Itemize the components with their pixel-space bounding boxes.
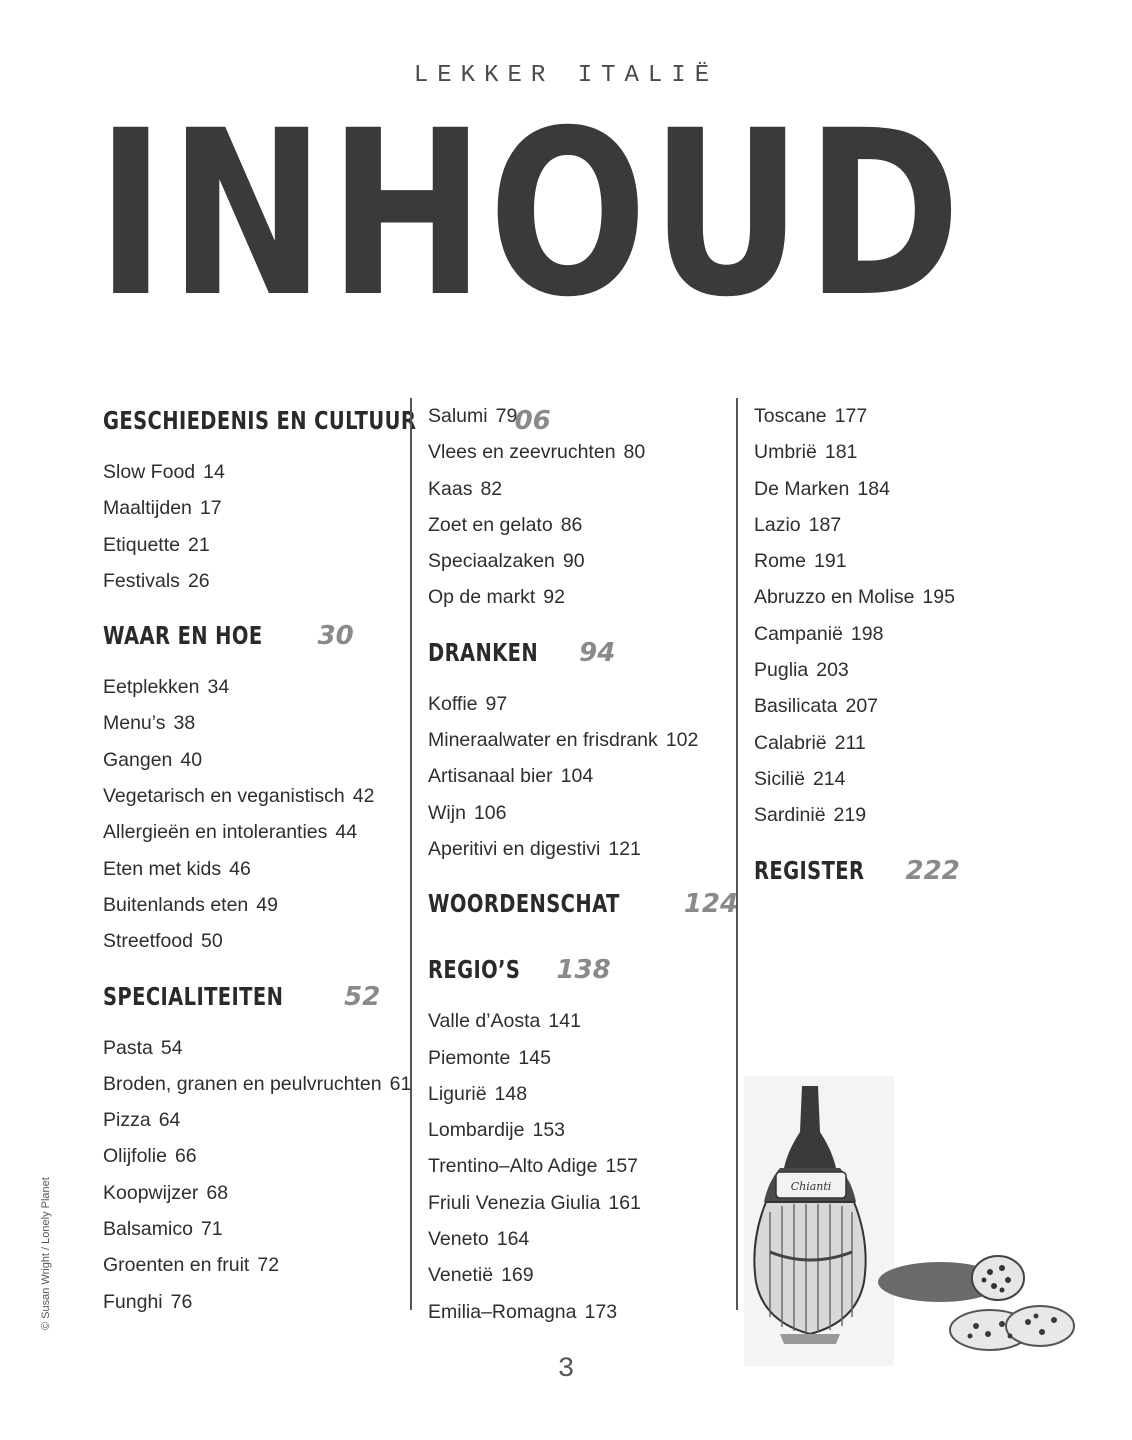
- toc-entry-label: Menu’s: [103, 712, 166, 735]
- toc-entry-label: Slow Food: [103, 461, 196, 483]
- toc-entry-label: Trentino–Alto Adige: [428, 1155, 598, 1178]
- toc-entry-page: 21: [187, 533, 210, 556]
- toc-entry-label: Campanië: [754, 622, 843, 645]
- section-title: WAAR EN HOE: [103, 621, 263, 651]
- toc-entry-page: 86: [560, 513, 583, 536]
- toc-entry-label: Ligurië: [428, 1082, 487, 1105]
- toc-entry-page: 145: [518, 1046, 551, 1069]
- toc-entry[interactable]: [103, 490, 413, 526]
- toc-entry[interactable]: [428, 686, 738, 722]
- toc-entry[interactable]: [103, 454, 413, 490]
- toc-list: [428, 398, 738, 616]
- toc-entry-page: 177: [834, 405, 868, 427]
- toc-entry-page: 191: [814, 550, 847, 573]
- toc-entry[interactable]: [428, 1040, 738, 1076]
- toc-entry[interactable]: [428, 398, 738, 434]
- toc-entry[interactable]: [754, 616, 1064, 652]
- toc-entry-page: 68: [206, 1181, 229, 1204]
- toc-entry-page: 121: [608, 837, 641, 860]
- toc-entry-page: 14: [203, 461, 225, 483]
- toc-entry-label: Allergieën en intoleranties: [103, 821, 328, 844]
- page-number: 3: [557, 1354, 575, 1385]
- toc-entry-page: 148: [494, 1082, 528, 1105]
- section-title: SPECIALITEITEN: [103, 981, 284, 1011]
- toc-entry-label: Broden, granen en peulvruchten: [103, 1072, 382, 1095]
- toc-entry-label: Kaas: [428, 477, 473, 500]
- toc-entry[interactable]: [428, 543, 738, 579]
- toc-entry-page: 34: [207, 676, 230, 699]
- toc-entry-label: Toscane: [754, 405, 827, 427]
- toc-entry-label: Speciaalzaken: [428, 550, 555, 573]
- toc-entry-page: 187: [808, 513, 842, 536]
- toc-entry-page: 72: [257, 1254, 280, 1277]
- toc-entry-page: 40: [180, 748, 203, 771]
- toc-entry-page: 46: [229, 857, 251, 880]
- toc-entry-page: 61: [389, 1072, 412, 1095]
- toc-entry-page: 79: [495, 405, 518, 427]
- toc-entry-label: Funghi: [103, 1290, 163, 1313]
- toc-entry[interactable]: [754, 688, 1064, 724]
- toc-entry-page: 49: [256, 893, 278, 916]
- toc-entry[interactable]: [754, 761, 1064, 797]
- toc-entry-label: Gangen: [103, 748, 173, 771]
- toc-entry[interactable]: [754, 652, 1064, 688]
- section-heading[interactable]: [428, 955, 738, 999]
- toc-entry-label: Vlees en zeevruchten: [428, 441, 616, 464]
- toc-entry-label: Emilia–Romagna: [428, 1300, 577, 1323]
- toc-entry[interactable]: [103, 887, 413, 923]
- toc-entry-page: 104: [560, 765, 594, 788]
- toc-entry[interactable]: [428, 507, 738, 543]
- section-title: REGIO’S: [428, 955, 521, 985]
- toc-entry[interactable]: [428, 1185, 738, 1221]
- toc-entry-label: Koffie: [428, 692, 478, 715]
- toc-entry[interactable]: [754, 398, 1064, 434]
- toc-entry-page: 198: [850, 622, 884, 645]
- toc-entry[interactable]: [103, 1030, 413, 1066]
- toc-entry-label: Buitenlands eten: [103, 893, 249, 916]
- toc-section: [754, 856, 1064, 900]
- toc-entry-page: 92: [543, 586, 565, 609]
- toc-entry-page: 38: [173, 712, 196, 735]
- section-page-number: 52: [344, 981, 381, 1012]
- toc-entry-page: 66: [174, 1145, 197, 1168]
- toc-entry[interactable]: [428, 795, 738, 831]
- toc-list: [754, 398, 1064, 834]
- toc-entry-page: 153: [532, 1119, 566, 1142]
- section-heading[interactable]: [428, 889, 738, 933]
- toc-entry[interactable]: [754, 434, 1064, 470]
- toc-entry-page: 106: [473, 801, 507, 824]
- toc-entry-label: Koopwijzer: [103, 1181, 199, 1204]
- toc-entry[interactable]: [103, 778, 413, 814]
- section-title: WOORDENSCHAT: [428, 889, 620, 919]
- toc-entry-page: 219: [833, 804, 867, 827]
- toc-entry[interactable]: [103, 527, 413, 563]
- toc-entry-page: 44: [335, 821, 358, 844]
- toc-entry-page: 90: [562, 550, 585, 573]
- toc-entry-label: Calabrië: [754, 731, 827, 754]
- toc-entry-label: Veneto: [428, 1228, 489, 1251]
- toc-entry-label: De Marken: [754, 477, 850, 500]
- toc-entry-label: Sicilië: [754, 767, 805, 790]
- toc-entry-page: 214: [812, 767, 846, 790]
- toc-entry[interactable]: [754, 471, 1064, 507]
- toc-entry-page: 164: [496, 1228, 530, 1251]
- toc-entry-label: Lazio: [754, 513, 801, 536]
- toc-entry[interactable]: [754, 507, 1064, 543]
- toc-entry-label: Eetplekken: [103, 676, 200, 699]
- toc-entry-page: 157: [605, 1155, 639, 1178]
- running-header: LEKKER ITALIË: [413, 62, 719, 89]
- toc-entry[interactable]: [103, 1175, 413, 1211]
- toc-entry-page: 184: [857, 477, 890, 500]
- toc-entry-label: Balsamico: [103, 1218, 193, 1241]
- section-title: DRANKEN: [428, 637, 539, 667]
- toc-entry-page: 80: [623, 441, 646, 464]
- toc-entry-label: Aperitivi en digestivi: [428, 837, 601, 860]
- toc-entry-label: Zoet en gelato: [428, 513, 553, 536]
- section-heading[interactable]: [103, 621, 413, 665]
- toc-entry-label: Mineraalwater en frisdrank: [428, 729, 658, 752]
- toc-entry-label: Abruzzo en Molise: [754, 586, 915, 609]
- toc-entry[interactable]: [103, 669, 413, 705]
- toc-entry-label: Salumi: [428, 405, 488, 427]
- toc-entry[interactable]: [428, 1221, 738, 1257]
- toc-entry-page: 169: [501, 1264, 534, 1287]
- toc-entry[interactable]: [103, 1138, 413, 1174]
- toc-entry-page: 97: [485, 692, 508, 715]
- section-page-number: 124: [683, 889, 739, 920]
- toc-entry-label: Festivals: [103, 569, 180, 592]
- toc-entry[interactable]: [428, 1003, 738, 1039]
- toc-entry-page: 76: [170, 1290, 193, 1313]
- toc-entry-page: 17: [199, 497, 222, 520]
- toc-entry[interactable]: [103, 1102, 413, 1138]
- toc-entry-page: 42: [352, 785, 375, 808]
- toc-entry-label: Vegetarisch en veganistisch: [103, 785, 345, 808]
- toc-entry[interactable]: [103, 563, 413, 599]
- toc-entry[interactable]: [428, 831, 738, 867]
- toc-entry-label: Etiquette: [103, 533, 180, 556]
- toc-entry[interactable]: [428, 1294, 738, 1330]
- toc-entry-page: 102: [665, 729, 699, 752]
- toc-entry-label: Venetië: [428, 1264, 494, 1287]
- toc-entry[interactable]: [428, 1257, 738, 1293]
- toc-entry[interactable]: [428, 579, 738, 615]
- toc-section: [103, 621, 413, 959]
- toc-entry-label: Lombardije: [428, 1119, 525, 1142]
- toc-entry[interactable]: [103, 814, 413, 850]
- toc-column-2: [410, 398, 739, 1323]
- chianti-bottle-and-salami-illustration: [740, 1072, 1100, 1372]
- toc-entry-page: 64: [158, 1109, 181, 1132]
- toc-entry-label: Pasta: [103, 1036, 153, 1059]
- toc-entry-label: Puglia: [754, 659, 809, 682]
- toc-section: [428, 955, 738, 1330]
- toc-entry-page: 195: [922, 586, 955, 609]
- section-page-number: 94: [579, 637, 616, 668]
- section-heading[interactable]: [754, 856, 1064, 900]
- toc-entry[interactable]: [428, 471, 738, 507]
- toc-entry[interactable]: [428, 1148, 738, 1184]
- toc-section: [428, 638, 738, 867]
- section-title: REGISTER: [754, 855, 865, 885]
- toc-entry-page: 50: [200, 930, 223, 953]
- toc-entry-page: 181: [824, 441, 858, 464]
- toc-entry-page: 71: [200, 1218, 223, 1241]
- toc-entry[interactable]: [428, 1112, 738, 1148]
- toc-entry[interactable]: [754, 543, 1064, 579]
- toc-entry-label: Valle d’Aosta: [428, 1010, 541, 1033]
- toc-entry-label: Friuli Venezia Giulia: [428, 1191, 601, 1214]
- toc-entry[interactable]: [103, 742, 413, 778]
- toc-entry-label: Umbrië: [754, 441, 817, 464]
- toc-entry-page: 141: [548, 1010, 581, 1033]
- toc-entry[interactable]: [754, 579, 1064, 615]
- toc-entry-label: Piemonte: [428, 1046, 511, 1069]
- toc-entry-label: Op de markt: [428, 586, 536, 609]
- section-page-number: 30: [317, 621, 354, 652]
- toc-entry[interactable]: [103, 851, 413, 887]
- toc-entry-page: 26: [187, 569, 210, 592]
- toc-entry-page: 203: [816, 659, 849, 682]
- photo-credit: © Susan Wright / Lonely Planet: [40, 1177, 52, 1330]
- toc-section: [103, 982, 413, 1320]
- section-heading[interactable]: [428, 638, 738, 682]
- toc-entry[interactable]: [103, 923, 413, 959]
- toc-entry[interactable]: [428, 1076, 738, 1112]
- section-title: GESCHIEDENIS EN CULTUUR: [103, 406, 417, 435]
- toc-entry-label: Sardinië: [754, 804, 826, 827]
- section-heading[interactable]: [103, 982, 413, 1026]
- toc-entry-label: Maaltijden: [103, 497, 192, 520]
- section-page-number: 138: [556, 955, 611, 986]
- toc-entry-page: 54: [160, 1036, 183, 1059]
- page-title: INHOUD: [96, 81, 965, 347]
- section-page-number: 222: [905, 855, 960, 886]
- toc-entry[interactable]: [428, 722, 738, 758]
- toc-entry[interactable]: [103, 1247, 413, 1283]
- toc-entry-page: 211: [834, 731, 866, 754]
- toc-entry-label: Groenten en fruit: [103, 1254, 250, 1277]
- toc-entry-page: 82: [480, 477, 503, 500]
- toc-entry[interactable]: [103, 705, 413, 741]
- toc-entry[interactable]: [103, 1284, 413, 1320]
- toc-entry-label: Wijn: [428, 801, 466, 824]
- toc-entry-label: Streetfood: [103, 930, 193, 953]
- toc-entry-page: 173: [584, 1300, 618, 1323]
- toc-entry[interactable]: [103, 1211, 413, 1247]
- toc-entry-label: Pizza: [103, 1109, 151, 1132]
- section-page-number: 06: [514, 406, 551, 436]
- toc-entry[interactable]: [428, 758, 738, 794]
- bottle-label-text: Chianti: [790, 1180, 832, 1193]
- toc-entry-label: Basilicata: [754, 695, 838, 718]
- toc-entry[interactable]: [754, 797, 1064, 833]
- toc-entry-page: 161: [608, 1191, 641, 1214]
- toc-entry-label: Olijfolie: [103, 1145, 167, 1168]
- toc-entry-label: Rome: [754, 550, 807, 573]
- toc-section: [428, 889, 738, 933]
- toc-entry-label: Eten met kids: [103, 857, 222, 880]
- toc-entry-label: Artisanaal bier: [428, 765, 553, 788]
- toc-entry[interactable]: [103, 1066, 413, 1102]
- toc-entry-page: 207: [845, 695, 879, 718]
- toc-entry[interactable]: [428, 434, 738, 470]
- toc-entry[interactable]: [754, 725, 1064, 761]
